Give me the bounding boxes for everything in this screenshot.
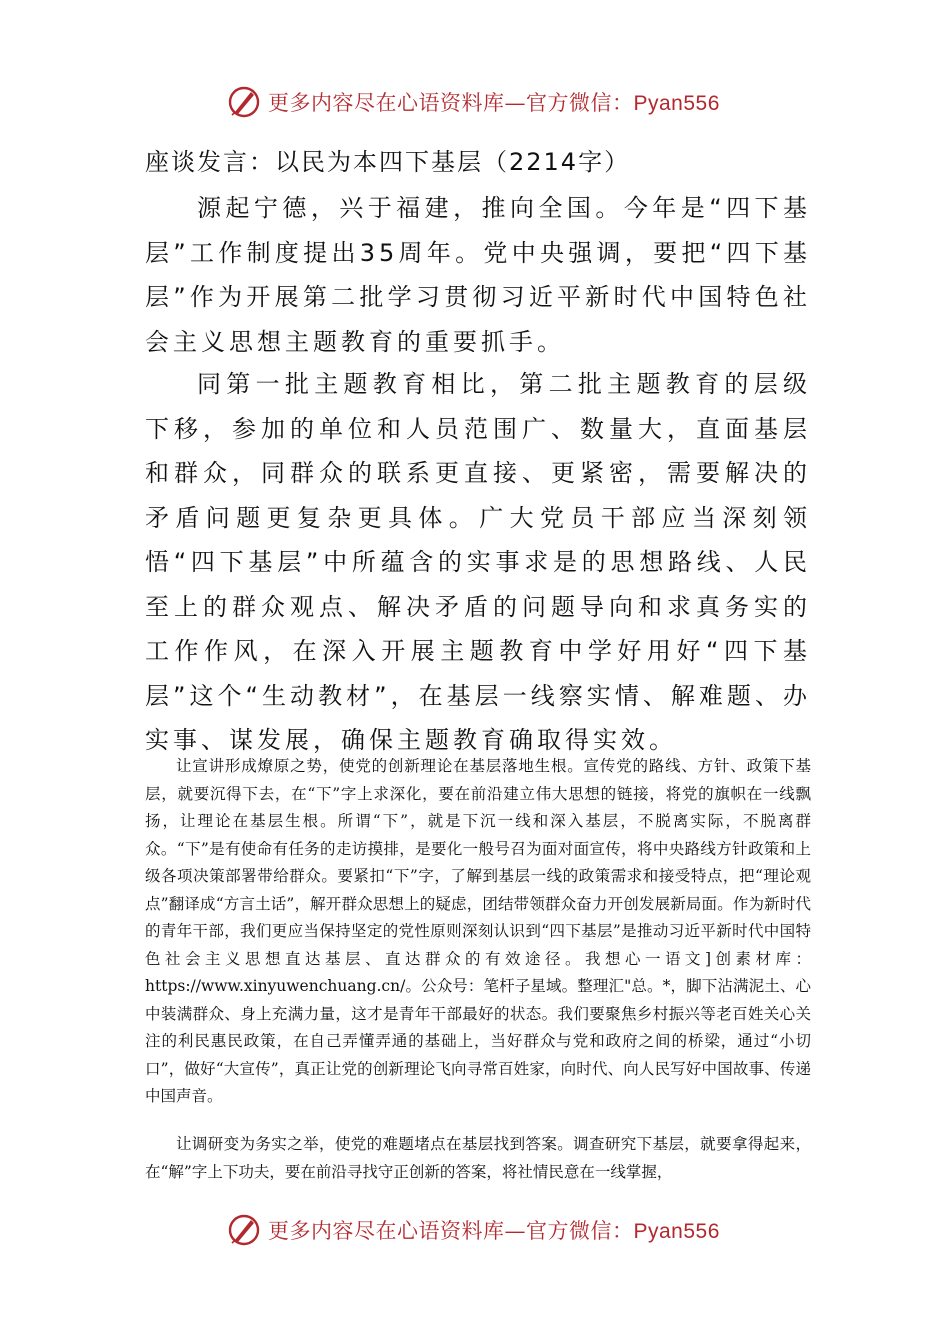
paragraph-2: 同第一批主题教育相比，第二批主题教育的层级下移，参加的单位和人员范围广、数量大，直面基层和群众，同群众的联系更直接、更紧密，需要解决的矛盾问题更复杂更具体。广大党员干部应当深刻领悟“四下基层”中所蕴含的实事求是的思想路线、人民至上的群众观点、解决矛盾的问题导向和求真务实的工作作风，在深入开展主题教育中学好用好“四下基层”这个“生动教材”，在基层一线察实情、解难题、办实事、谋发展，确保主题教育确取得实效。	[145, 370, 811, 754]
document-title: 座谈发言：以民为本四下基层（2214字）	[145, 148, 631, 176]
banner-text: 更多内容尽在心语资料库—官方微信：Pyan556	[268, 91, 720, 115]
paragraph-4: 让调研变为务实之举，使党的难题堵点在基层找到答案。调查研究下基层，就要拿得起来，在“解”字上下功夫，要在前沿寻找守正创新的答案，将社情民意在一线掌握，	[145, 1135, 811, 1181]
quill-circle-icon	[226, 84, 262, 120]
banner-text: 更多内容尽在心语资料库—官方微信：Pyan556	[268, 1219, 720, 1243]
paragraph-1: 源起宁德，兴于福建，推向全国。今年是“四下基层”工作制度提出35周年。党中央强调，要把“四下基层”作为开展第二批学习贯彻习近平新时代中国特色社会主义思想主题教育的重要抓手。	[145, 194, 811, 356]
footer-banner	[0, 1208, 950, 1252]
wechat-id: Pyan556	[633, 1220, 720, 1243]
paragraph-3: 让宣讲形成燎原之势，使党的创新理论在基层落地生根。宣传党的路线、方针、政策下基层，就要沉得下去，在“下”字上求深化，要在前沿建立伟大思想的链接，将党的旗帜在一线飘扬，让理论在基层生根。所谓“下”，就是下沉一线和深入基层，不脱离实际，不脱离群众。“下”是有使命有任务的走访摸排，是要化一般号召为面对面宣传，将中央路线方针政策和上级各项决策部署带给群众。要紧扣“下”字，了解到基层一线的政策需求和接受特点，把“理论观点”翻译成“方言土话”，解开群众思想上的疑虑，团结带领群众奋力开创发展新局面。作为新时代的青年干部，我们更应当保持坚定的党性原则深刻认识到“四下基层”是推动习近平新时代中国特色社会主义思想直达基层、直达群众的有效途径。我想心一语文]创素材库：https://www.xinyuwenchuang.cn/。公众号：笔杆子星域。整理汇"总。*，脚下沾满泥土、心中装满群众、身上充满力量，这才是青年干部最好的状态。我们要聚焦乡村振兴等老百姓关心关注的利民惠民政策，在自己弄懂弄通的基础上，当好群众与党和政府之间的桥梁，通过“小切口”，做好“大宣传”，真正让党的创新理论飞向寻常百姓家，向时代、向人民写好中国故事、传递中国声音。	[145, 757, 811, 1105]
header-banner	[0, 80, 950, 124]
quill-circle-icon	[226, 1212, 262, 1248]
wechat-id: Pyan556	[633, 92, 720, 115]
